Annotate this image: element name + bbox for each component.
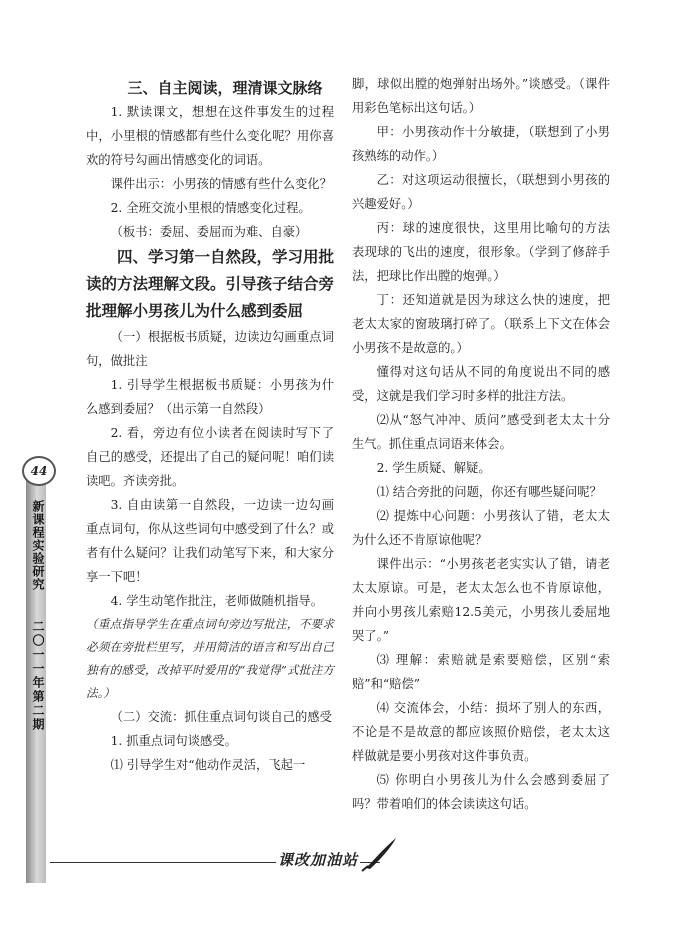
page-number: 44 [22, 456, 56, 486]
paragraph: （一）根据板书质疑，边读边勾画重点词句，做批注 [86, 330, 334, 368]
paragraph: ⑸ 你明白小男孩儿为什么会感到委屈了吗？带着咱们的体会读读这句话。 [352, 773, 610, 811]
paragraph: 懂得对这句话从不同的角度说出不同的感受，这就是我们学习时多样的批注方法。 [352, 365, 610, 403]
paragraph: 乙：对这项运动很擅长，（联想到小男孩的兴趣爱好。） [352, 173, 610, 211]
paragraph: 1. 引导学生根据板书质疑：小男孩为什么感到委屈？（出示第一自然段） [86, 378, 334, 416]
paragraph: ⑵ 提炼中心问题：小男孩认了错，老太太为什么还不肯原谅他呢？ [352, 509, 610, 547]
paragraph: ⑶ 理解：索赔就是索要赔偿，区别“索赔”和“赔偿” [352, 653, 610, 691]
paragraph: 2. 学生质疑、解疑。 [376, 461, 491, 475]
section-4-title: 四、学习第一自然段，学习用批读的方法理解文段。引导孩子结合旁批理解小男孩儿为什么感到委屈 [86, 248, 335, 320]
paragraph: 甲：小男孩动作十分敏捷，（联想到了小男孩熟练的动作。） [352, 125, 610, 163]
paragraph: ⑴ 引导学生对“他动作灵活，飞起一 [110, 758, 306, 772]
paragraph: 2. 看，旁边有位小读者在阅读时写下了自己的感受，还提出了自己的疑问呢！咱们读读吧。齐读旁批。 [86, 426, 334, 488]
paragraph: 1. 抓重点词句谈感受。 [110, 734, 237, 748]
paragraph: 3. 自由读第一自然段，一边读一边勾画重点词句，你从这些词句中感受到了什么？或者有什么疑问？让我们动笔写下来，和大家分享一下吧！ [86, 498, 334, 584]
guidance-note: （重点指导学生在重点词句旁边写批注，不要求必须在旁批栏里写，并用简洁的语言和写出自己独有的感受，改掉平时爱用的“我觉得”式批注方法。） [86, 617, 334, 700]
paragraph: 丁：还知道就是因为球这么快的速度，把老太太家的窗玻璃打碎了。（联系上下文在体会小男孩不是故意的。） [352, 293, 610, 355]
section-3-title: 三、自主阅读，理清课文脉络 [127, 79, 323, 97]
left-column [86, 76, 334, 777]
paragraph: 4. 学生动笔作批注，老师做随机指导。 [110, 594, 323, 608]
paragraph: 课件出示：小男孩的情感有些什么变化？ [110, 177, 332, 191]
journal-name: 新课程实验研究 [31, 500, 45, 591]
paragraph: ⑴ 结合旁批的问题，你还有哪些疑问呢？ [376, 485, 602, 499]
paragraph: 脚，球似出膛的炮弹射出场外。”谈感受。（课件用彩色笔标出这句话。） [352, 77, 610, 115]
issue-label: 二〇一一年第二期 [31, 620, 45, 732]
pen-nib-icon [360, 836, 400, 872]
paragraph: 丙：球的速度很快，这里用比喻句的方法表现球的飞出的速度，很形象。（学到了修辞手法，把球比作出膛的炮弹。） [352, 221, 610, 283]
paragraph: 课件出示：“小男孩老老实实认了错，请老太太原谅。可是，老太太怎么也不肯原谅他，并向小男孩儿索赔12.5美元，小男孩儿委屈地哭了。” [352, 557, 610, 643]
paragraph: 2. 全班交流小里根的情感变化过程。 [110, 201, 311, 215]
paragraph: ⑷ 交流体会，小结：损坏了别人的东西，不论是不是故意的都应该照价赔偿，老太太这样做就是要小男孩对这件事负责。 [352, 701, 610, 763]
paragraph: 1. 默读课文，想想在这件事发生的过程中，小里根的情感都有些什么变化呢？用你喜欢的符号勾画出情感变化的词语。 [86, 105, 334, 167]
right-column [352, 72, 610, 816]
paragraph: ⑵从“怒气冲冲、质问”感受到老太太十分生气。抓住重点词语来体会。 [352, 413, 610, 451]
paragraph: （二）交流：抓住重点词句谈自己的感受 [110, 710, 332, 724]
paragraph: （板书：委屈、委屈而为难、自豪） [110, 225, 308, 239]
footer-logo: 课改加油站 [278, 851, 359, 869]
